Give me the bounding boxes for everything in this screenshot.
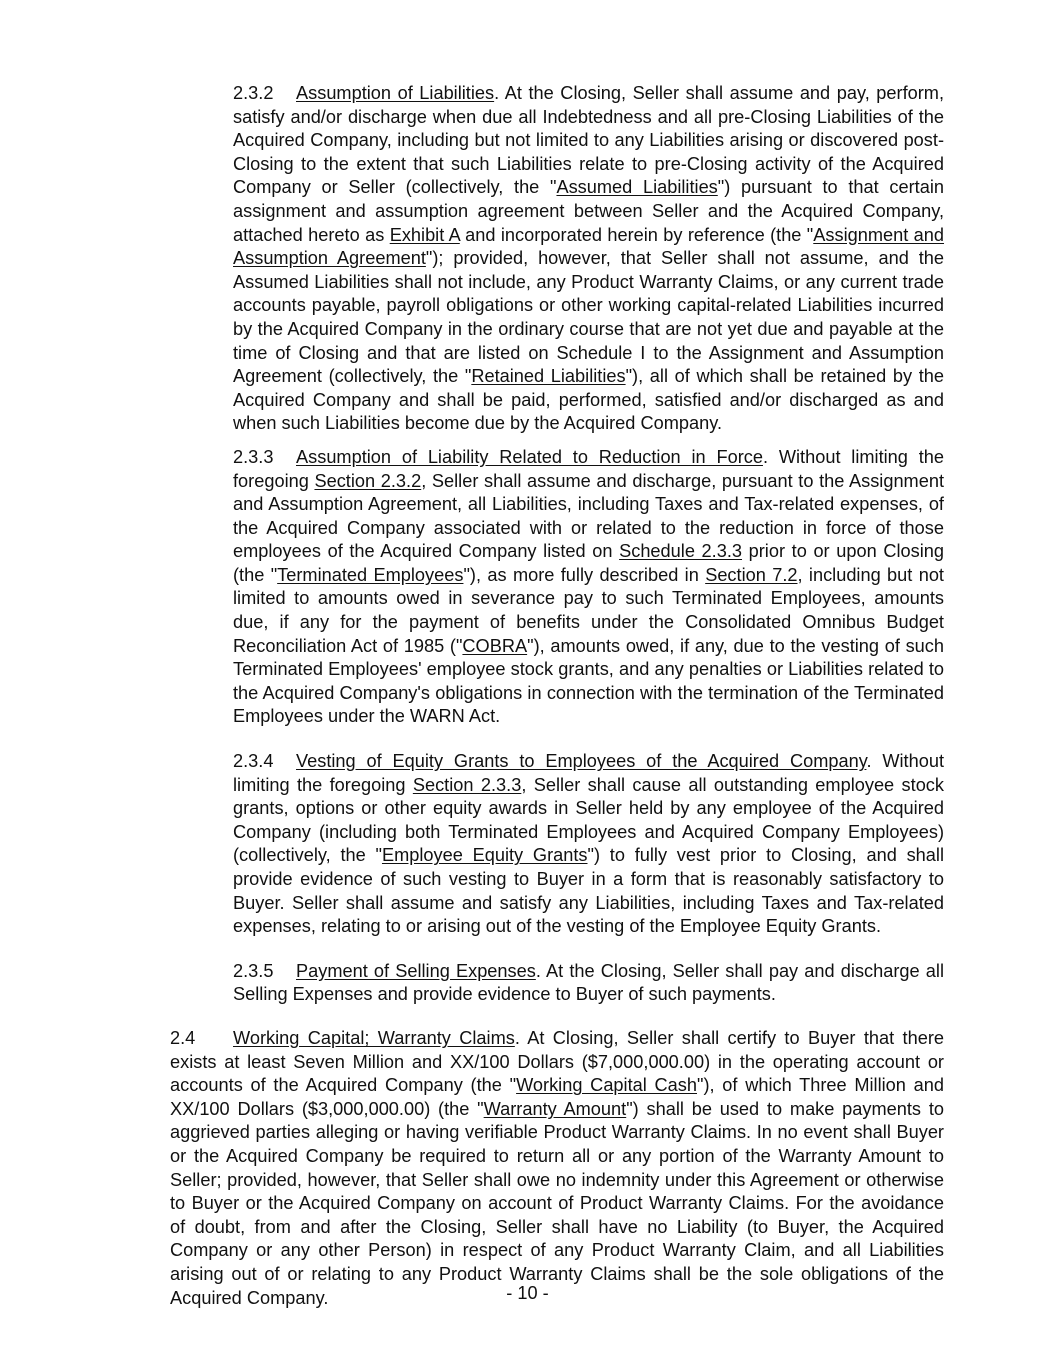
body-text: . Without limiting the foregoing xyxy=(233,446,945,491)
defined-term: Retained Liabilities xyxy=(471,366,626,387)
section-reference: Section 7.2 xyxy=(705,564,798,585)
body-text: ") pursuant to that certain assignment and assumption agreement between Seller and the Acquired Company, attached hereto as xyxy=(233,177,944,245)
body-text: "); provided, however, that Seller shall not assume, and the Assumed Liabilities shall not include, any Product Warranty Claims, or any current trade accounts payable, payroll obligations or other working capital-related Liabilities incurred by the Acquired Company in the ordinary course that are not yet due and payable at the time of Closing and that are listed on Schedule I to the Assignment and Assumption Agreement (collectively, the " xyxy=(233,248,945,387)
defined-term: Assignment and Assumption Agreement xyxy=(233,224,945,269)
defined-term: Employee Equity Grants xyxy=(381,845,588,866)
body-text: "), all of which shall be retained by the Acquired Company and shall be paid, performed, satisfied and/or discharged as and when such Liabilities become due by the Acquired Company. xyxy=(233,366,944,434)
page-number: - 10 - xyxy=(506,1283,549,1303)
body-text: . At the Closing, Seller shall assume and pay, perform, satisfy and/or discharge when due all Indebtedness and all pre-Closing Liabilities of the Acquired Company, including but not limited to any Liabilities arising or discovered post-Closing to the extent that such Liabilities relate to pre-Closing activity of the Acquired Company or Seller (collectively, the " xyxy=(233,83,945,198)
body-text: ") to fully vest prior to Closing, and shall provide evidence of such vesting to Buyer in a form that is reasonably satisfactory to Buyer. Seller shall assume and satisfy any Liabilities, including Taxes and Tax-related expenses, relating to or arising out of the vesting of the Employee Equity Grants. xyxy=(233,845,944,937)
section-heading: Vesting of Equity Grants to Employees of the Acquired Company xyxy=(296,751,867,772)
exhibit-reference: Exhibit A xyxy=(389,224,460,245)
section-reference: Section 2.3.3 xyxy=(412,774,522,795)
section-heading: Assumption of Liability Related to Reduction in Force xyxy=(296,446,763,467)
section-number: 2.3.5 xyxy=(233,960,274,981)
section-heading: Assumption of Liabilities xyxy=(296,83,495,103)
section-heading: Working Capital; Warranty Claims xyxy=(233,1027,515,1048)
body-text: and incorporated herein by reference (the " xyxy=(459,224,814,245)
body-text: . Without limiting the foregoing xyxy=(233,751,944,795)
section-number: 2.3.4 xyxy=(233,751,274,772)
body-text: ") shall be used to make payments to aggrieved parties alleging or having verifiable Product Warranty Claims. In no event shall Buyer or the Acquired Company be required to return all or any portion of the Warranty Amount to Seller; provided, however, that Seller shall owe no indemnity under this Agreement or otherwise to Buyer or the Acquired Company on account of Product Warranty Claims. For the avoidance of doubt, from and after the Closing, Seller shall have no Liability (to Buyer, the Acquired Company or any other Person) in respect of any Product Warranty Claim, and all Liabilities arising out of or relating to any Product Warranty Claims shall be the sole obligations of the Acquired Company. xyxy=(170,1098,944,1308)
body-text: "), as more fully described in xyxy=(463,564,706,585)
section-2-3-5-paragraph xyxy=(108,960,944,1007)
section-2-3-3-paragraph xyxy=(108,446,944,729)
body-text: "), amounts owed, if any, due to the vesting of such Terminated Employees' employee stock grants, and any penalties or Liabilities related to the Acquired Company's obligations in connection with the termination of the Terminated Employees under the WARN Act. xyxy=(233,635,945,727)
defined-term: Terminated Employees xyxy=(277,564,464,585)
defined-term: Warranty Amount xyxy=(483,1098,627,1119)
schedule-reference: Schedule 2.3.3 xyxy=(619,541,743,562)
body-text: "), of which Three Million and XX/100 Dollars ($3,000,000.00) (the " xyxy=(170,1075,944,1119)
body-text: , Seller shall assume and discharge, pursuant to the Assignment and Assumption Agreement, all Liabilities, including Taxes and Tax-related expenses, of the Acquired Company associated with or related to the reduction in force of those employees of the Acquired Company listed on xyxy=(233,470,944,562)
defined-term: COBRA xyxy=(462,635,528,656)
section-number: 2.3.3 xyxy=(233,446,274,467)
defined-term: Working Capital Cash xyxy=(516,1075,697,1096)
section-2-4-paragraph xyxy=(108,1027,944,1310)
section-2-3-2-paragraph xyxy=(108,82,944,436)
defined-term: Assumed Liabilities xyxy=(556,177,718,198)
body-text: . At the Closing, Seller shall pay and discharge all Selling Expenses and provide evidence to Buyer of such payments. xyxy=(233,960,944,1005)
section-number: 2.3.2 xyxy=(233,83,274,103)
section-number: 2.4 xyxy=(170,1027,196,1048)
body-text: prior to or upon Closing (the " xyxy=(233,541,944,585)
body-text: . At Closing, Seller shall certify to Buyer that there exists at least Seven Million and XX/100 Dollars ($7,000,000.00) in the operating account or accounts of the Acquired Company (the " xyxy=(170,1027,944,1096)
section-heading: Payment of Selling Expenses xyxy=(296,960,536,981)
body-text: , including but not limited to amounts owed in severance pay to such Terminated Employees, amounts due, if any for the payment of benefits under the Consolidated Omnibus Budget Reconciliation Act of 1985 (" xyxy=(233,564,944,656)
document-body xyxy=(108,82,944,1310)
section-2-3-4-paragraph xyxy=(108,750,944,939)
body-text: , Seller shall cause all outstanding employee stock grants, options or other equity awards in Seller held by any employee of the Acquired Company (including both Terminated Employees and Acquired Company Employees) (collectively, the " xyxy=(233,774,944,866)
section-reference: Section 2.3.2 xyxy=(314,470,422,491)
